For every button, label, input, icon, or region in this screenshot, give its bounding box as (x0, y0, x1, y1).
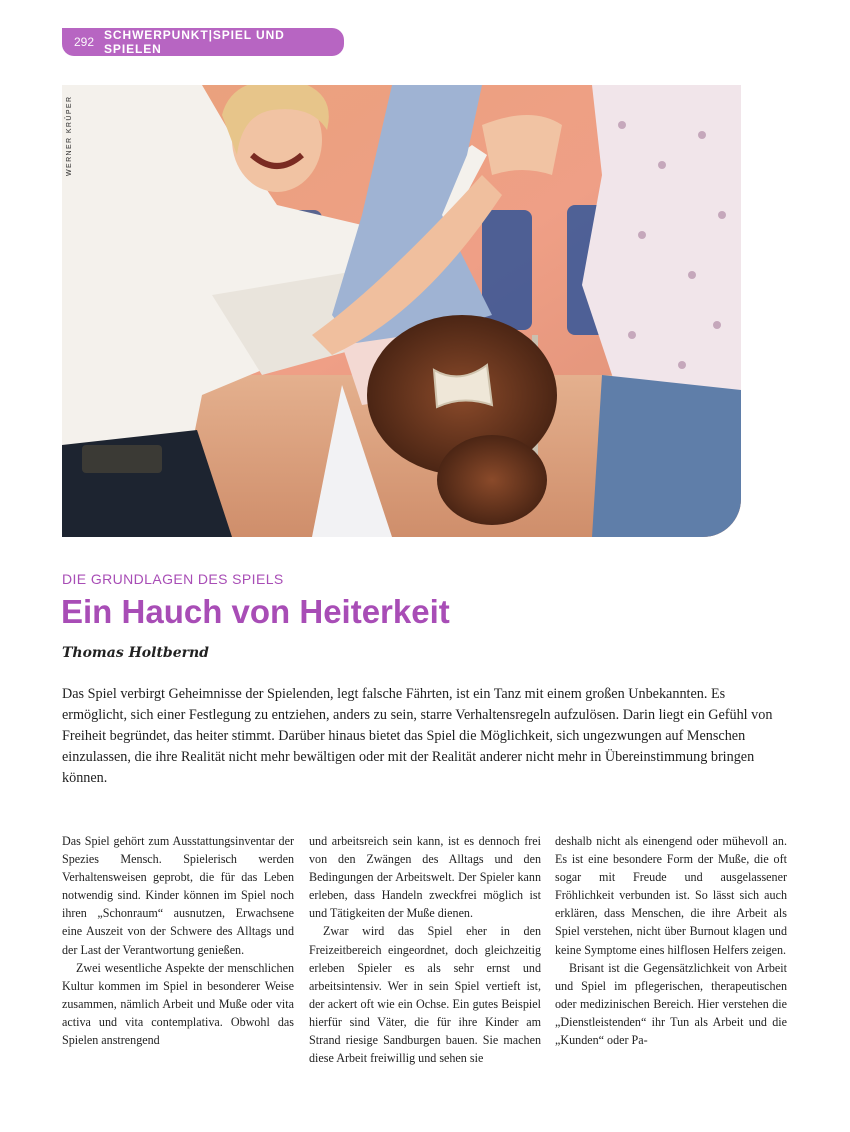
body-paragraph: deshalb nicht als einengend oder mühevoll an. Es ist eine besondere Form der Muße, die oft sogar mit Freude und ausgelassener Fröhlichkeit verbunden ist. So lässt sich auch erklären, dass Menschen, die ihre Arbeit als Spiel verstehen, nicht über Burnout klagen und keine Symptome eines hilflosen Helfers zeigen. (555, 834, 787, 957)
photo-credit: WERNER KRÜPER (66, 95, 73, 176)
body-column-1 (62, 832, 294, 1049)
article-kicker: DIE GRUNDLAGEN DES SPIELS (62, 571, 284, 587)
section-title: SCHWERPUNKT|SPIEL UND SPIELEN (104, 28, 285, 56)
body-paragraph: Zwei wesentliche Aspekte der menschlichen Kultur kommen im Spiel in besonderer Weise zusammen, nämlich Arbeit und Muße oder vita activa und vita contemplativa. Obwohl das Spielen anstrengend (62, 960, 294, 1048)
body-paragraph: Zwar wird das Spiel eher in den Freizeitbereich eingeordnet, doch gleichzeitig erleben Spieler es als sehr ernst und arbeitsintensiv. Wer in sein Spiel vertieft ist, der ackert oft wie ein Ochse. Ein gutes Beispiel hierfür sind Väter, die für ihre Kinder am Strand riesige Sandburgen bauen. Sie machen diese Arbeit freiwillig und sehen sie (309, 924, 541, 1066)
body-column-2 (309, 832, 541, 1067)
body-column-3 (555, 832, 787, 1049)
article-lead: Das Spiel verbirgt Geheimnisse der Spielenden, legt falsche Fährten, ist ein Tanz mit einem großen Unbekannten. Es ermöglicht, sich einer Festlegung zu entziehen, anders zu sein, starre Verhaltensregeln aufzulösen. Darin liegt ein Gefühl von Freiheit begründet, das heiter stimmt. Darüber hinaus bietet das Spiel die Möglichkeit, sich ungezwungen auf Menschen einzulassen, die ihre Realität nicht mehr bewältigen oder mit der Realität anderer nicht mehr in Übereinstimmung bringen können. (62, 686, 773, 786)
body-paragraph: Das Spiel gehört zum Ausstattungsinventar der Spezies Mensch. Spielerisch werden Verhaltensweisen geprobt, die für das Leben notwendig sind. Kinder können im Spiel noch ihren „Schonraum“ ausnutzen, Erwachsene eine Auszeit von der Schwere des Alltags und der Last der Verantwortung genießen. (62, 834, 294, 957)
page-number: 292 (74, 35, 95, 49)
article-title: Ein Hauch von Heiterkeit (61, 593, 450, 630)
section-header-tab (62, 28, 344, 56)
article-author: Thomas Holtbernd (62, 645, 209, 661)
article-photo (62, 85, 741, 537)
body-paragraph: Brisant ist die Gegensätzlichkeit von Arbeit und Spiel im pflegerischen, therapeutischen oder medizinischen Bereich. Hier verstehen die „Dienstleistenden“ ihr Tun als Arbeit und die „Kunden“ oder Pa- (555, 960, 787, 1048)
body-paragraph: und arbeitsreich sein kann, ist es dennoch frei von den Zwängen des Alltags und den Bedingungen der Arbeitswelt. Der Spieler kann erleben, dass Handeln zweckfrei möglich ist und Tätigkeiten der Muße dienen. (309, 834, 541, 921)
